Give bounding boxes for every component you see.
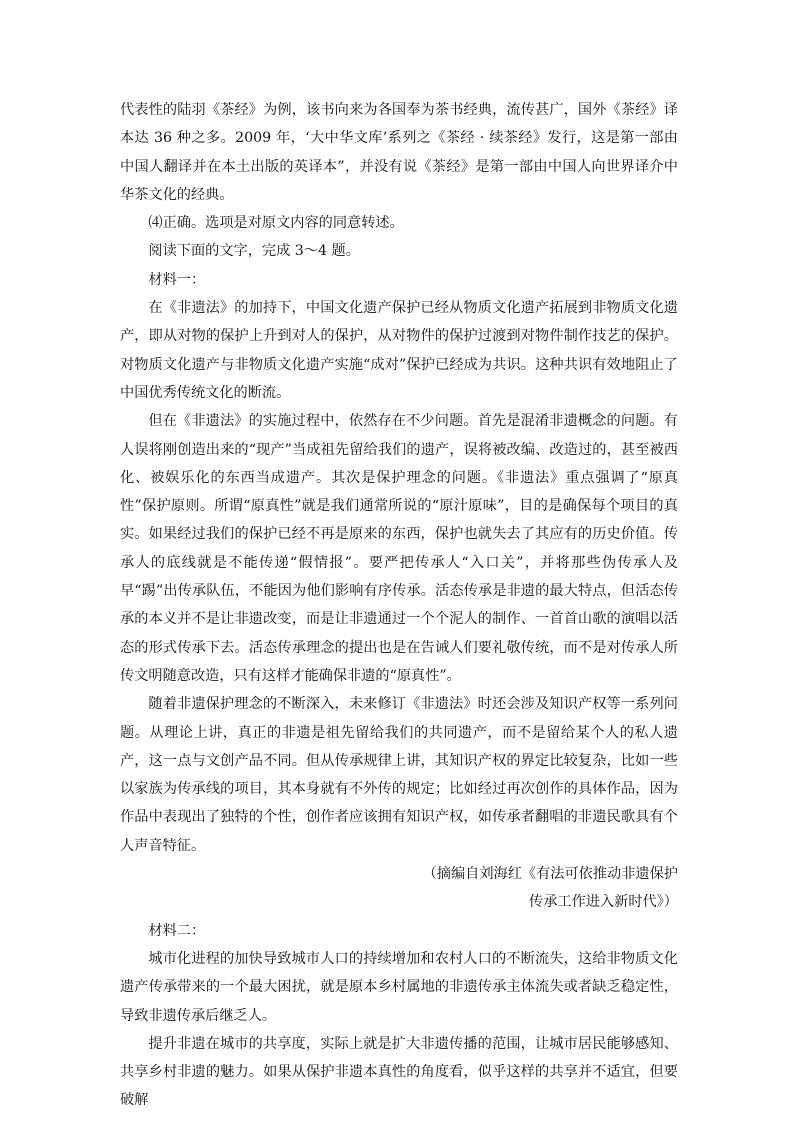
citation-line-1: （摘编自刘海红《有法可依推动非遗保护 (422, 866, 678, 883)
material-one-heading: 材料一： (148, 271, 206, 288)
paragraph-answer-4: ⑷正确。选项是对原文内容的同意转述。 (148, 215, 404, 232)
material-one-paragraph-3: 随着非遗保护理念的不断深入，未来修订《非遗法》时还会涉及知识产权等一系列问题。从理论上讲，真正的非遗是祖先留给我们的共同遗产，而不是留给某个人的私人遗产，这一点与文创产品不同。但从传承规律上讲，其知识产权的界定比较复杂，比如一些以家族为传承线的项目，其本身就有不外传的规定；比如经过再次创作的具体作品，因为作品中表现出了独特的个性，创作者应该拥有知识产权，如传承者翻唱的非遗民歌具有个人声音特征。 (120, 696, 678, 854)
citation-line-2: 传承工作进入新时代》） (529, 894, 678, 911)
material-one-paragraph-1: 在《非遗法》的加持下，中国文化遗产保护已经从物质文化遗产拓展到非物质文化遗产，即从对物的保护上升到对人的保护，从对物件的保护过渡到对物件制作技艺的保护。对物质文化遗产与非物质文化遗产实施“成对”保护已经成为共识。这种共识有效地阻止了中国优秀传统文化的断流。 (120, 300, 678, 401)
material-one-paragraph-2: 但在《非遗法》的实施过程中，依然存在不少问题。首先是混淆非遗概念的问题。有人误将刚创造出来的“现产”当成祖先留给我们的遗产，误将被改编、改造过的，甚至被西化、被娱乐化的东西当成遗产。其次是保护理念的问题。《非遗法》重点强调了“原真性”保护原则。所谓“原真性”就是我们通常所说的“原汁原味”，目的是确保每个项目的真实。如果经过我们的保护已经不再是原来的东西，保护也就失去了其应有的历史价值。传承人的底线就是不能传递“假情报”。要严把传承人“入口关”，并将那些伪传承人及早“踢”出传承队伍，不能因为他们影响有序传承。活态传承是非遗的最大特点，但活态传承的本义并不是让非遗改变，而是让非遗通过一个个泥人的制作、一首首山歌的演唱以活态的形式传承下去。活态传承理念的提出也是在告诫人们要礼敬传统，而不是对传承人所传文明随意改造，只有这样才能确保非遗的“原真性”。 (120, 413, 678, 684)
material-two-paragraph-1: 城市化进程的加快导致城市人口的持续增加和农村人口的不断流失，这给非物质文化遗产传承带来的一个最大困扰，就是原本乡村属地的非遗传承主体流失或者缺乏稳定性，导致非遗传承后继乏人。 (120, 950, 678, 1024)
paragraph-answer-explanation: 代表性的陆羽《茶经》为例，该书向来为各国奉为茶书经典，流传甚广，国外《茶经》译本达 36 种之多。2009 年，‘大中华文库’系列之《茶经 · 续茶经》发行，这是第一部由中国人翻译并在本土出版的英译本”，并没有说《茶经》是第一部由中国人向世界译介中华茶文化的经典。 (120, 102, 678, 203)
document-page (120, 96, 678, 1115)
material-two-heading: 材料二： (148, 922, 206, 939)
material-two-paragraph-2: 提升非遗在城市的共享度，实际上就是扩大非遗传播的范围，让城市居民能够感知、共享乡村非遗的魅力。如果从保护非遗本真性的角度看，似乎这样的共享并不适宜，但要破解 (120, 1035, 678, 1109)
question-instruction: 阅读下面的文字，完成 3～4 题。 (148, 243, 360, 260)
